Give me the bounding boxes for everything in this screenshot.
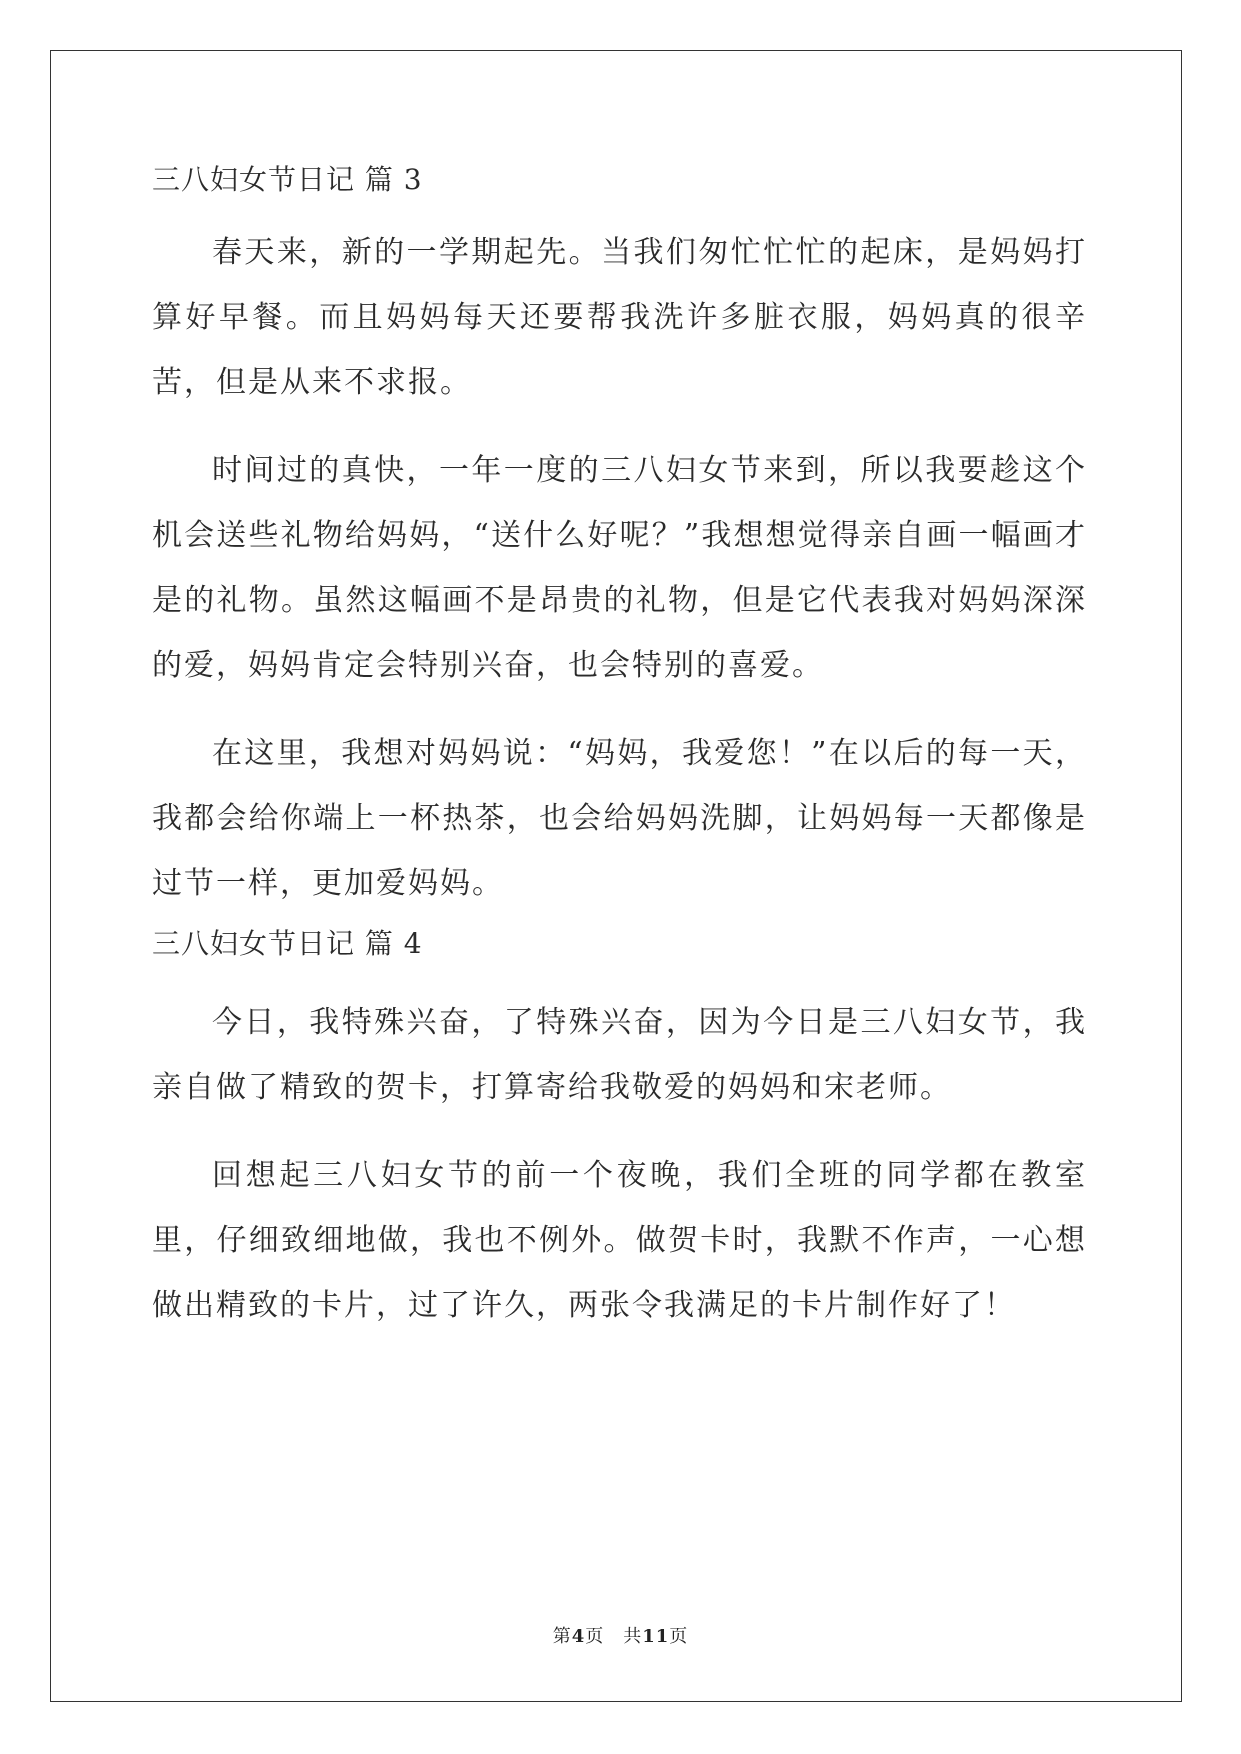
page-footer <box>0 1622 1241 1648</box>
paragraph: 回想起三八妇女节的前一个夜晚，我们全班的同学都在教室里，仔细致细地做，我也不例外。做贺卡时，我默不作声，一心想做出精致的卡片，过了许久，两张令我满足的卡片制作好了！ <box>152 1158 1087 1323</box>
paragraph: 今日，我特殊兴奋，了特殊兴奋，因为今日是三八妇女节，我亲自做了精致的贺卡，打算寄给我敬爱的妈妈和宋老师。 <box>152 1005 1087 1105</box>
paragraph: 时间过的真快，一年一度的三八妇女节来到，所以我要趁这个机会送些礼物给妈妈，“送什么好呢？”我想想觉得亲自画一幅画才是的礼物。虽然这幅画不是昂贵的礼物，但是它代表我对妈妈深深的爱，妈妈肯定会特别兴奋，也会特别的喜爱。 <box>152 453 1087 683</box>
page-prefix: 第 <box>552 1626 572 1647</box>
page-current: 4 <box>571 1626 586 1647</box>
page-total: 11 <box>642 1626 670 1647</box>
section-heading-4: 三八妇女节日记 篇 4 <box>152 927 423 960</box>
page-mid: 页 共 <box>585 1626 643 1647</box>
paragraph: 春天来，新的一学期起先。当我们匆忙忙忙的起床，是妈妈打算好早餐。而且妈妈每天还要帮我洗许多脏衣服，妈妈真的很辛苦，但是从来不求报。 <box>152 235 1087 400</box>
paragraph: 在这里，我想对妈妈说：“妈妈，我爱您！”在以后的每一天，我都会给你端上一杯热茶，也会给妈妈洗脚，让妈妈每一天都像是过节一样，更加爱妈妈。 <box>152 736 1087 901</box>
document-body <box>152 160 1087 1338</box>
page-suffix: 页 <box>669 1626 689 1647</box>
section-heading-3: 三八妇女节日记 篇 3 <box>152 163 423 196</box>
